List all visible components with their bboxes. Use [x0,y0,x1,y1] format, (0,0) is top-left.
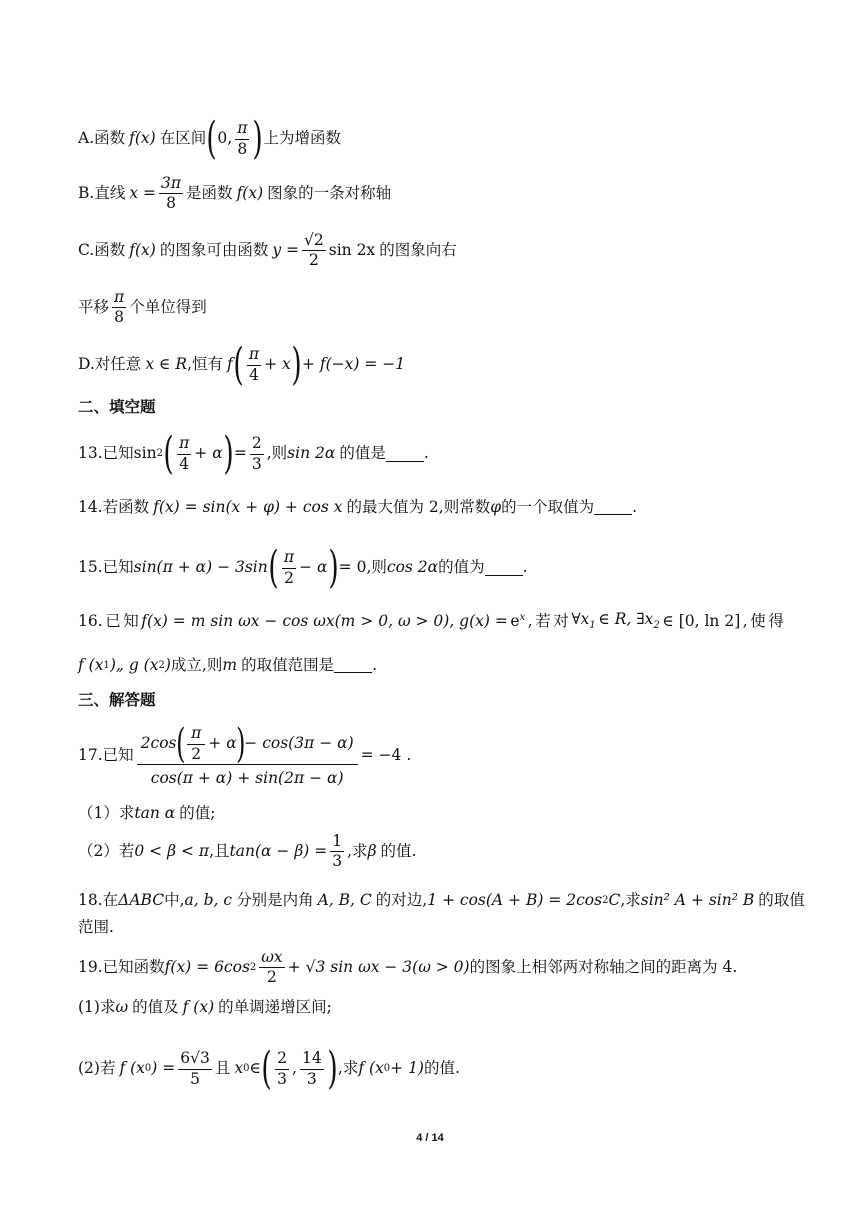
option-c-line2-b: 个单位得到 [129,298,207,317]
q18-label: 18.在 [78,891,119,909]
option-b-tail-b: 图象的一条对称轴 [267,184,392,203]
option-c-fraction: $\frac{√2}{2}$ [304,231,324,270]
q14-expr: f(x) = sin(x + φ) + cos x [153,498,343,516]
q13-plus: + α [194,444,223,463]
q14-text-c: 的一个取值为 [501,498,595,516]
question-17-part2 [78,832,416,872]
q17-part2-fraction: $\frac{1}{3}$ [332,832,343,871]
question-19-part1 [78,1000,332,1016]
q16-p8: 对 [553,611,569,630]
q19-part2-b: 且 [214,1059,231,1078]
q13-fraction: $\frac{\pi}{4}$ [179,434,190,473]
option-a-open: 0, [217,129,233,148]
q13-expr: sin 2α [287,444,336,463]
q19-part2-fraction: $\frac{6√3}{5}$ [180,1049,210,1088]
option-c-lhs: y = [272,241,299,260]
q18-ABC: A, B, C [317,891,372,909]
q13-eq: = [233,444,247,463]
paren-right: ) [252,113,264,164]
q15-eq: = 0 [338,558,367,577]
option-a-func: f(x) [129,129,156,148]
q15-expr-a: sin(π + α) − 3sin [133,558,268,577]
option-c-line2-fraction: $\frac{\pi}{8}$ [114,288,125,327]
q19-label: 19.已知函数 [78,958,165,977]
q17-part1-tail: 的值; [179,804,216,822]
option-d [78,339,406,390]
question-17-part1 [78,806,215,822]
q19-expr-a: f(x) = 6cos [164,958,250,977]
q16-p9: $\forall x_1$ [571,610,596,632]
section-heading-solutions: 三、解答题 [78,691,156,709]
option-a-mid: 在区间 [159,129,207,148]
question-17 [78,721,412,788]
paren-left: ( [163,428,174,479]
q19-part2-x0sub: 0 [243,1063,250,1074]
q17-fraction [137,721,358,788]
q17-part2-cond: 0 < β < π [134,842,210,861]
question-18 [78,893,805,909]
q16-line2-b: )„ g (x [109,656,159,674]
q19-part2-g-sub: 0 [383,1063,391,1074]
q13-tail-b: 的值是 [339,444,386,463]
paren-left: ( [206,113,217,164]
q16-p6: , [527,611,533,630]
q15-expr: cos 2α [386,558,439,577]
q18-a5: 的取值 [758,891,805,909]
option-b-tail-a: 是函数 [186,184,233,203]
option-a-label: A.函数 [78,129,126,148]
q19-part2-f: f (x [119,1059,145,1078]
q19-expr-b: + √3 sin ωx − 3(ω > 0) [287,958,470,977]
page-number: 4 / 14 [416,1132,444,1144]
option-d-mid: ,恒有 [187,355,223,374]
option-c-expr: sin 2x [328,241,376,260]
q17-num-a: 2cos [140,734,177,753]
q19-omega: ω [115,998,129,1016]
q13-tail-a: ,则 [266,444,288,463]
q18-sup: 2 [602,894,609,906]
q16-p12: , [742,611,748,630]
paren-left: ( [233,339,244,390]
q13-sin: sin [133,444,157,463]
q17-num-fraction: $\frac{\pi}{2}$ [187,724,205,764]
q16-p5: $e^x$ [510,612,526,631]
q18-a3: 的对边, [375,891,428,909]
q18-cond: 1 + cos(A + B) = 2cos [427,891,603,909]
question-19-part2: (2)若 f (x 0 ) = $\frac{6√3}{5}$ 且 x 0 ∈ ( $\frac{2}{3}$ , $\frac{14}{3}$ ) ,求 f (x 0 + 1) 的值. [78,1043,460,1094]
paren-right: ) [223,428,234,479]
question-14 [78,500,637,516]
q15-tail-a: ,则 [366,558,387,577]
section-heading-fill-in: 二、填空题 [78,398,156,416]
question-19 [78,948,737,988]
q19-part2-lower-fraction: $\frac{2}{3}$ [277,1049,288,1088]
q19-part2-sub: 0 [144,1063,152,1074]
question-18-line2: 范围. [78,918,114,936]
q18-tri: ΔABC [118,891,165,909]
answer-blank[interactable] [485,561,523,576]
question-15 [78,542,528,593]
q16-p3: 知 [123,611,139,630]
q19-part2-g: f (x [358,1059,384,1078]
q19-fraction: $\frac{\omega x}{2}$ [261,948,283,987]
q16-p11: ∈ [0, ln 2] [662,611,741,630]
q14-end: . [632,498,638,516]
q18-a4: ,求 [620,891,641,909]
q17-num-plus: + α [208,734,237,753]
q13-sup: 2 [156,448,163,459]
q18-C: C [608,891,621,909]
q17-part2-tail-b: 的值. [380,842,417,861]
paren-left: ( [175,721,185,767]
option-c-tail: 的图象向右 [379,241,457,260]
q16-p14: 得 [768,611,784,630]
q15-fraction: $\frac{\pi}{2}$ [283,548,295,587]
q16-line2-c: ) [164,656,171,674]
option-c [78,231,457,271]
option-c-func: f(x) [129,241,156,260]
q18-a1: 中, [164,891,185,909]
paren-right: ) [327,542,339,593]
answer-blank[interactable] [594,500,632,515]
q19-part2-end: 的值. [423,1059,460,1078]
option-b [78,174,391,214]
q16-p10: ∈ R, $\exists x_2$ [598,610,660,632]
q19-part1-c: 的单调递增区间; [218,998,332,1016]
q17-part2-mid: ,且 [209,842,230,861]
option-d-f: f [227,355,233,374]
q16-m: m [222,656,238,674]
option-d-label: D.对任意 [78,355,142,374]
q17-part1-label: （1）求 [78,804,135,822]
q19-part2-upper-fraction: $\frac{14}{3}$ [301,1049,322,1088]
option-a-fraction: $\frac{\pi}{8}$ [237,119,248,158]
option-c-line2 [78,288,207,328]
paren-right: ) [327,1043,338,1094]
q19-part1-f: f (x) [182,998,215,1016]
q19-part1-a: (1)求 [78,998,116,1016]
q19-part2-c: ,求 [337,1059,359,1078]
option-c-line2-a: 平移 [78,298,110,317]
q16-p1: 16. [78,611,103,630]
q19-part2-x0: x [234,1059,244,1078]
question-13 [78,428,429,479]
question-16 [78,612,784,631]
option-a [78,113,342,164]
option-b-fraction: $\frac{3\pi}{8}$ [160,174,182,213]
q17-part2-expr: tan(α − β) = [229,842,328,861]
q19-part2-in: ∈ [249,1059,261,1078]
q15-tail-b: 的值为 [438,558,485,577]
q17-part1-expr: tan α [134,804,176,822]
q14-phi: φ [490,498,502,516]
paren-right: ) [291,339,302,390]
option-b-label: B.直线 [78,184,126,203]
q17-label: 17.已知 [78,746,134,765]
q17-part2-label: （2）若 [78,842,135,861]
q16-p7: 若 [535,611,551,630]
q17-den: cos(π + α) + sin(2π − α) [150,769,344,787]
q16-line2-d: 成立,则 [170,656,223,674]
q16-line2-sub1: 1 [103,659,110,671]
q17-num-b: − cos(3π − α) [244,734,354,753]
q13-end: . [423,444,429,463]
q18-expr: sin² A + sin² B [640,891,755,909]
option-d-fraction: $\frac{\pi}{4}$ [248,345,260,384]
q16-p2: 已 [105,611,121,630]
option-c-mid: 的图象可由函数 [159,241,269,260]
paren-right: ) [235,721,246,767]
option-d-tail: + f(−x) = −1 [301,355,406,374]
q17-rhs: = −4 . [360,746,412,765]
q15-minus: − α [299,558,328,577]
q16-end: . [372,656,378,674]
option-c-label: C.函数 [78,241,126,260]
paren-left: ( [261,1043,272,1094]
q18-a2: 分别是内角 [236,891,314,909]
q13-rhs-fraction: $\frac{2}{3}$ [251,434,262,473]
q14-text-b: 的最大值为 2,则常数 [346,498,491,516]
option-d-cond: x ∈ R [145,355,188,374]
q17-beta: β [367,842,377,861]
q14-text-a: 14.若函数 [78,498,150,516]
q17-part2-tail-a: ,求 [347,842,368,861]
q16-line2-a: f (x [78,656,104,674]
q16-p13: 使 [750,611,766,630]
q16-p4: f(x) = m sin ωx − cos ωx(m > 0, ω > 0), g(x) = [141,611,508,630]
q19-part2-g-tail: + 1) [390,1059,424,1078]
q18-abc: a, b, c [184,891,233,909]
q15-label: 15.已知 [78,558,134,577]
paren-left: ( [268,542,279,593]
answer-blank[interactable] [334,658,372,673]
q16-line2-e: 的取值范围是 [241,656,335,674]
option-a-tail: 上为增函数 [263,129,342,148]
q13-label: 13.已知 [78,444,134,463]
q19-part1-b: 的值及 [132,998,179,1016]
option-b-func: f(x) [236,184,264,203]
q19-tail: 的图象上相邻两对称轴之间的距离为 4. [469,958,738,977]
answer-blank[interactable] [386,447,424,462]
q19-part2-close: ) = [151,1059,176,1078]
question-16-line2 [78,658,377,674]
q16-line2-sub2: 2 [158,659,165,671]
q15-end: . [522,558,528,577]
q19-sup: 2 [249,961,257,973]
option-b-lhs: x = [129,184,156,203]
q19-part2-a: (2)若 [78,1059,116,1078]
option-d-plus-x: + x [264,355,291,374]
